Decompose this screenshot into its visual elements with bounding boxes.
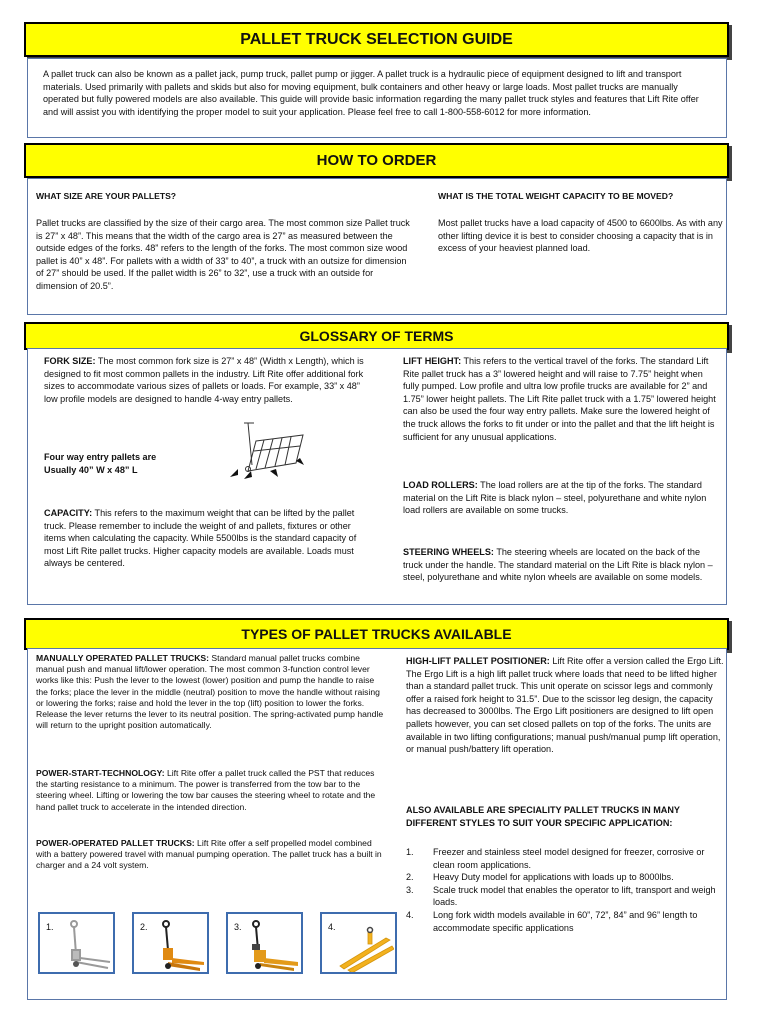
steering-wheels-label: STEERING WHEELS: [403, 547, 494, 557]
intro-panel [27, 58, 727, 138]
high-lift-label: HIGH-LIFT PALLET POSITIONER: [406, 656, 550, 666]
load-rollers-entry [403, 479, 721, 517]
intro-text: A pallet truck can also be known as a pallet jack, pump truck, pallet pump or jigger. A pallet truck is a hydraulic piece of equipment designed to lift and transport materials. Used primarily with pallets and skids but also for moving equipment, bulk containers and other heavy or large loads. Most pallet trucks are manually operated but fully powered models are also available. This guide will provide basic information regarding the many pallet truck styles and features that Lift Rite offer and will assist you with identifying the proper model to suit your application. Please feel free to call 1-800-558-6012 for more information. [43, 69, 699, 117]
list-item-text: Heavy Duty model for applications with loads up to 8000lbs. [433, 872, 674, 883]
weight-capacity-text: Most pallet trucks have a load capacity of 4500 to 6600lbs. As with any other lifting device it is best to consider choosing a capacity that is in excess of your heaviest planned load. [438, 218, 723, 254]
capacity-label: CAPACITY: [44, 508, 93, 518]
load-rollers-text: The load rollers are at the tip of the forks. The standard material on the Lift Rite is black nylon – steel, polyurethane and white nylon load rollers are available on some trucks. [403, 480, 707, 516]
scale-pallet-truck-icon [240, 918, 300, 972]
thumbnail-number: 3. [234, 922, 242, 932]
specialty-list [406, 846, 724, 934]
long-fork-pallet-truck-icon [334, 918, 394, 972]
powered-trucks-text: Lift Rite offer a self propelled model combined with a battery powered travel with manual pumping operation. The pallet truck has a built in charger and a 24 volt system. [36, 838, 382, 871]
four-way-pallet-note [44, 451, 194, 476]
four-way-line-2: Usually 40” W x 48” L [44, 464, 138, 475]
manual-trucks-text: Standard manual pallet trucks combine manual push and manual lift/lower operation. The most common 3-function control lever works like this: Push the lever to the lowest (lower) position and pump the handle to raise the forks; place the lever in the middle (neutral) position to move the handle without raising or lowering the forks; raise and hold the lever in the top (lift) position to lower the forks. Release the lever returns the lever to its neutral position. The spring-activated pump handle will return to the upright position automatically. [36, 653, 384, 731]
fork-size-entry [44, 355, 374, 405]
list-item [406, 846, 724, 871]
types-heading: TYPES OF PALLET TRUCKS AVAILABLE [241, 626, 512, 642]
glossary-heading: GLOSSARY OF TERMS [299, 328, 454, 344]
thumbnail-number: 4. [328, 922, 336, 932]
lift-height-entry [403, 355, 721, 443]
capacity-entry [44, 507, 374, 570]
thumbnail-number: 2. [140, 922, 148, 932]
glossary-banner [24, 322, 729, 350]
thumbnail-1 [38, 912, 115, 974]
thumbnail-2 [132, 912, 209, 974]
powered-trucks-entry [36, 838, 388, 872]
steering-wheels-text: The steering wheels are located on the back of the truck under the handle. The standard material on the Lift Rite is black nylon – steel, polyurethane and white nylon wheels are available on some models. [403, 547, 713, 583]
lift-height-label: LIFT HEIGHT: [403, 356, 462, 366]
high-lift-entry [406, 655, 724, 756]
high-lift-text: Lift Rite offer a version called the Ergo Lift. The Ergo Lift is a high lift pallet truck where loads that need to be lifted higher than a standard pallet truck. This unit operate on scissor legs and commonly offer a raised fork height to 31.5”. Due to the scissor leg design, the capacity has decreased to 3000lbs. The Ergo Lift positioners are designed to lift open pallets however, you can set closed pallets on top of the forks. The units are available in two lifting configurations; manual push/manual pump lift operation, or manual push/battery lift operation. [406, 656, 724, 755]
pst-text: Lift Rite offer a pallet truck called the PST that reduces the starting resistance to a minimum. The power is transferred from the tow bar to the steering wheel. Lifting or lowering the tow bar causes the steering wheel to rotate and the hand pallet truck to accelerate in the intended direction. [36, 768, 376, 812]
pst-label: POWER-START-TECHNOLOGY: [36, 768, 165, 778]
how-to-order-panel [27, 178, 727, 315]
weight-capacity-question: WHAT IS THE TOTAL WEIGHT CAPACITY TO BE MOVED? [438, 191, 674, 201]
fork-size-text: The most common fork size is 27” x 48” (Width x Length), which is designed to fit most common pallets in the industry. Lift Rite offer additional fork sizes to accommodate various sizes of pallets or loads. For example, 33” x 48” low profile models are designed to handle 4-way entry pallets. [44, 356, 364, 404]
how-to-order-banner [24, 143, 729, 178]
capacity-text: This refers to the maximum weight that can be lifted by the pallet truck. Please remember to include the weight of and pallets, fixtures or other items when calculating the capacity. While 5500lbs is the standard capacity of most Lift Rite pallet trucks. Higher capacity models are available. Loads must always be centered. [44, 508, 357, 569]
specialty-heading: ALSO AVAILABLE ARE SPECIALITY PALLET TRUCKS IN MANY DIFFERENT STYLES TO SUIT YOUR SPECIFIC APPLICATION: [406, 805, 680, 828]
list-item [406, 909, 724, 934]
steering-wheels-entry [403, 546, 721, 584]
title-banner [24, 22, 729, 57]
pallet-size-question: WHAT SIZE ARE YOUR PALLETS? [36, 191, 177, 201]
powered-trucks-label: POWER-OPERATED PALLET TRUCKS: [36, 838, 195, 848]
thumbnail-4 [320, 912, 397, 974]
pallet-diagram-icon [208, 417, 308, 485]
thumbnail-3 [226, 912, 303, 974]
types-banner [24, 618, 729, 650]
lift-height-text: This refers to the vertical travel of the forks. The standard Lift Rite pallet truck has a 3” lowered height and will raise to 7.75” height when fully pumped. Low profile and ultra low profile trucks are available for 2” and 1.75” lower height pallets. The Lift Rite pallet truck with a 1.75” lowered height can also be used the four way entry pallets. Make sure the lowered height of the truck allows the forks to fit under or into the pallet and that the lift height is sufficient for any unusual applications. [403, 356, 716, 442]
list-item-number: 4. [406, 909, 414, 920]
heavy-duty-pallet-truck-icon [146, 918, 206, 972]
list-item-number: 1. [406, 847, 414, 857]
thumbnail-number: 1. [46, 922, 54, 932]
how-to-order-heading: HOW TO ORDER [316, 152, 437, 169]
pallet-size-text: Pallet trucks are classified by the size of their cargo area. The most common size Pallet truck is 27” x 48”. This means that the width of the cargo area is 27” as measured between the outside edges of the forks. 48” refers to the length of the forks. The most common size wood pallet is 40” x 48”. For pallets with a width of 33” to 40”, a truck with an outsize for dimension of 27” should be used. If the pallet width is 26” to 32”, use a truck with an outside for dimension of 20.5”. [36, 218, 410, 291]
types-panel [27, 648, 727, 1000]
list-item-text: Long fork width models available in 60”, 72”, 84” and 96” length to accommodate specific applications [433, 909, 698, 933]
list-item-number: 2. [406, 872, 414, 883]
glossary-panel [27, 348, 727, 605]
list-item [406, 884, 724, 909]
four-way-line-1: Four way entry pallets are [44, 452, 157, 462]
fork-size-label: FORK SIZE: [44, 356, 96, 366]
manual-trucks-entry [36, 653, 388, 731]
list-item-text: Scale truck model that enables the operator to lift, transport and weigh loads. [433, 884, 716, 908]
list-item-text: Freezer and stainless steel model designed for freezer, corrosive or clean room applications. [433, 847, 705, 870]
page-title: PALLET TRUCK SELECTION GUIDE [240, 31, 513, 48]
manual-trucks-label: MANUALLY OPERATED PALLET TRUCKS: [36, 653, 209, 663]
pst-entry [36, 768, 388, 813]
stainless-pallet-truck-icon [52, 918, 112, 972]
list-item-number: 3. [406, 884, 414, 895]
load-rollers-label: LOAD ROLLERS: [403, 480, 478, 490]
list-item [406, 871, 724, 884]
